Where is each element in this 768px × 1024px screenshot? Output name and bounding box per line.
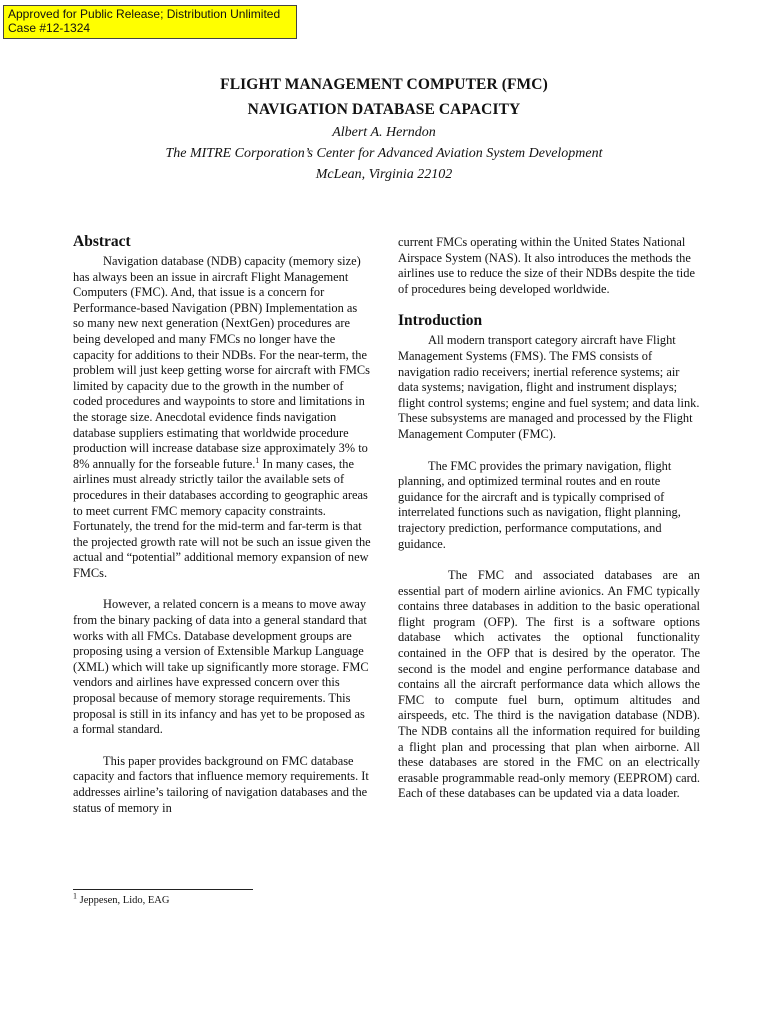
title-line-2: NAVIGATION DATABASE CAPACITY — [247, 101, 521, 118]
release-statement: Approved for Public Release; Distribution Unlimited — [8, 7, 281, 21]
author: Albert A. Herndon — [332, 125, 436, 140]
footnote — [73, 891, 170, 906]
left-column — [73, 232, 371, 816]
abstract-paragraph-2: However, a related concern is a means to move away from the binary packing of data into a general standard that works with all FMCs. Database development groups are proposing using a version of Extensible Markup Language (XML) which will take up significantly more storage. FMC vendors and airlines have expressed concern over this proposal because of memory storage requirements. This proposal is still in its infancy and has yet to be proposed as a formal standard. — [73, 597, 369, 737]
abstract-paragraph-3-continued: current FMCs operating within the United States National Airspace System (NAS). It also introduces the methods the airlines use to reduce the size of their NDBs despite the tide of procedures being developed worldwide. — [398, 235, 695, 296]
abstract-paragraph-1 — [73, 254, 371, 581]
footnote-divider — [73, 889, 253, 890]
abstract-paragraph-1-text: Navigation database (NDB) capacity (memory size) has always been an issue in aircraft Flight Management Computers (FMC). And, that issue is a concern for Performance-based Navigation (PBN) Implementation as so many new next generation (NextGen) procedures are being developed and many FMCs no longer have the capacity for additions to their NDBs. For the near-term, the problem will just keep getting worse for aircraft with FMCs limited by capacity due to the growth in the number of coded procedures and waypoints to store and limitations in the storage size. Anecdotal evidence finds navigation database suppliers estimating that worldwide procedure production will increase database size approximately 3% to 8% annually for the forseable future. — [73, 254, 370, 471]
introduction-heading: Introduction — [398, 312, 483, 330]
case-number: Case #12-1324 — [8, 21, 91, 35]
abstract-heading: Abstract — [73, 233, 131, 250]
release-stamp — [3, 5, 297, 39]
affiliation: The MITRE Corporation’s Center for Advanced Aviation System Development — [165, 146, 603, 161]
introduction-paragraph-2: The FMC provides the primary navigation, flight planning, and optimized terminal routes and en route guidance for the aircraft and is typically comprised of interrelated functions such as navigation, flight planning, trajectory prediction, performance computations, and guidance. — [398, 458, 681, 551]
paper-header — [0, 72, 768, 185]
title-line-1: FLIGHT MANAGEMENT COMPUTER (FMC) — [220, 76, 548, 93]
footnote-text: Jeppesen, Lido, EAG — [77, 895, 170, 906]
introduction-paragraph-3: The FMC and associated databases are an essential part of modern airline avionics. An FMC typically contains three databases in addition to the basic operational flight program (OFP). The first is a software options database which activates the optional functionality contained in the OFP that is desired by the operator. The second is the model and engine performance database and contains all the aircraft performance data which allows the FMC to compute fuel burn, optimum altitudes and airspeeds, etc. The third is the navigation database (NDB). The NDB contains all the information required for building a flight plan and processing that plan when airborne. All these databases are stored in the FMC on an electrically erasable programmable read-only memory (EEPROM) card. Each of these databases can be updated via a data loader. — [398, 568, 700, 801]
abstract-paragraph-3: This paper provides background on FMC database capacity and factors that influence memory requirements. It addresses airline’s tailoring of navigation databases and the status of memory in — [73, 753, 369, 815]
location: McLean, Virginia 22102 — [315, 167, 453, 182]
abstract-paragraph-1-continued: In many cases, the airlines must already strictly tailor the available sets of procedures in their databases according to geographic areas to meet current FMC memory capacity constraints. Fortunately, the trend for the mid-term and far-term is that the projected growth rate will not be such an issue given the actual and “potential” additional memory expansion of new FMCs. — [73, 456, 371, 580]
footnote-marker: 1 — [73, 891, 77, 901]
introduction-paragraph-1: All modern transport category aircraft have Flight Management Systems (FMS). The FMS consists of navigation radio receivers; inertial reference systems; air data systems; navigation, flight and instrument displays; flight control systems; engine and fuel system; and data link. These subsystems are managed and processed by the Flight Management Computer (FMC). — [398, 333, 700, 441]
footnote-ref: 1 — [255, 455, 260, 465]
right-column — [398, 235, 700, 802]
